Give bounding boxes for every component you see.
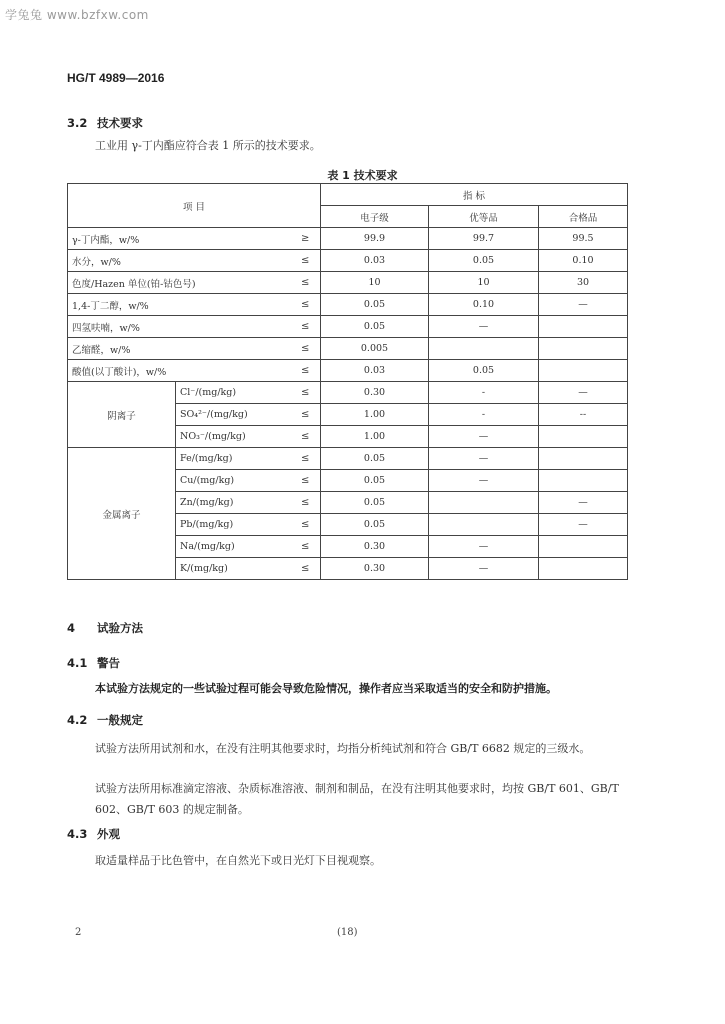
value-cell — [429, 492, 539, 514]
row-name: 水分，w/% — [68, 250, 291, 272]
value-cell: 0.05 — [321, 514, 429, 536]
value-cell: 0.05 — [321, 294, 429, 316]
anion-group-label: 阴离子 — [68, 382, 176, 448]
section-title: 试验方法 — [97, 621, 143, 635]
section-number: 4 — [67, 621, 76, 635]
value-cell — [539, 360, 628, 382]
row-comparator: ≤ — [291, 426, 321, 448]
value-cell: — — [429, 558, 539, 580]
section-3-2-text: 工业用 γ-丁内酯应符合表 1 所示的技术要求。 — [95, 139, 321, 152]
value-cell: 0.10 — [539, 250, 628, 272]
row-name: Zn/(mg/kg) — [176, 492, 291, 514]
section-4-3-heading — [67, 826, 120, 842]
row-comparator: ≤ — [291, 470, 321, 492]
row-name: 1,4-丁二醇，w/% — [68, 294, 291, 316]
value-cell — [539, 558, 628, 580]
table-row — [68, 228, 628, 250]
value-cell — [539, 316, 628, 338]
value-cell: 0.03 — [321, 360, 429, 382]
value-cell: 0.30 — [321, 536, 429, 558]
section-4-2-text-1: 试验方法所用试剂和水，在没有注明其他要求时，均指分析纯试剂和符合 GB/T 6682 规定的三级水。 — [95, 742, 591, 755]
row-name: NO₃⁻/(mg/kg) — [176, 426, 291, 448]
value-cell: 10 — [429, 272, 539, 294]
section-title: 外观 — [97, 827, 120, 841]
table-row — [68, 250, 628, 272]
table-row — [68, 316, 628, 338]
section-title: 一般规定 — [97, 713, 143, 727]
page-center-number: (18) — [337, 927, 358, 938]
section-4-heading — [67, 620, 143, 636]
value-cell: 1.00 — [321, 404, 429, 426]
row-comparator: ≤ — [291, 514, 321, 536]
grade-electronic: 电子级 — [321, 206, 429, 228]
value-cell: 0.05 — [429, 250, 539, 272]
section-4-1-text: 本试验方法规定的一些试验过程可能会导致危险情况，操作者应当采取适当的安全和防护措施。 — [95, 682, 557, 695]
row-comparator: ≤ — [291, 558, 321, 580]
value-cell: - — [429, 382, 539, 404]
metal-group-label: 金属离子 — [68, 448, 176, 580]
value-cell — [539, 536, 628, 558]
row-comparator: ≤ — [291, 360, 321, 382]
row-name: 乙缩醛，w/% — [68, 338, 291, 360]
section-4-3-text: 取适量样品于比色管中，在自然光下或日光灯下目视观察。 — [95, 854, 381, 867]
value-cell: 0.30 — [321, 382, 429, 404]
row-name: Fe/(mg/kg) — [176, 448, 291, 470]
section-number: 4.2 — [67, 713, 88, 727]
row-comparator: ≤ — [291, 338, 321, 360]
value-cell: 30 — [539, 272, 628, 294]
value-cell: — — [429, 536, 539, 558]
value-cell — [539, 426, 628, 448]
table-row — [68, 382, 628, 404]
row-comparator: ≤ — [291, 294, 321, 316]
value-cell: 99.9 — [321, 228, 429, 250]
value-cell: 0.05 — [321, 448, 429, 470]
value-cell: 0.03 — [321, 250, 429, 272]
value-cell: 0.10 — [429, 294, 539, 316]
value-cell: 99.7 — [429, 228, 539, 250]
value-cell: — — [539, 492, 628, 514]
section-4-1-heading — [67, 655, 120, 671]
row-comparator: ≤ — [291, 404, 321, 426]
value-cell — [539, 448, 628, 470]
value-cell: 10 — [321, 272, 429, 294]
value-cell: — — [429, 448, 539, 470]
value-cell — [429, 338, 539, 360]
value-cell: — — [539, 294, 628, 316]
value-cell: 0.05 — [429, 360, 539, 382]
table-row — [68, 294, 628, 316]
row-name: K/(mg/kg) — [176, 558, 291, 580]
header-item: 项 目 — [68, 184, 321, 228]
value-cell — [429, 514, 539, 536]
section-4-2-heading — [67, 712, 143, 728]
row-comparator: ≤ — [291, 448, 321, 470]
section-number: 3.2 — [67, 116, 88, 130]
spec-table — [67, 183, 628, 580]
value-cell — [539, 338, 628, 360]
value-cell: - — [429, 404, 539, 426]
table-header-row — [68, 184, 628, 206]
value-cell: — — [539, 514, 628, 536]
row-name: 酸值(以丁酸计)，w/% — [68, 360, 291, 382]
row-comparator: ≤ — [291, 382, 321, 404]
row-name: Cu/(mg/kg) — [176, 470, 291, 492]
section-number: 4.3 — [67, 827, 88, 841]
row-name: γ-丁内酯，w/% — [68, 228, 291, 250]
value-cell: 0.05 — [321, 316, 429, 338]
row-comparator: ≤ — [291, 316, 321, 338]
row-comparator: ≤ — [291, 272, 321, 294]
row-comparator: ≥ — [291, 228, 321, 250]
table-row — [68, 360, 628, 382]
table-row — [68, 272, 628, 294]
section-number: 4.1 — [67, 656, 88, 670]
row-name: 四氢呋喃，w/% — [68, 316, 291, 338]
grade-qualified: 合格品 — [539, 206, 628, 228]
row-name: Cl⁻/(mg/kg) — [176, 382, 291, 404]
value-cell: 99.5 — [539, 228, 628, 250]
value-cell: 0.005 — [321, 338, 429, 360]
table-row — [68, 448, 628, 470]
row-comparator: ≤ — [291, 250, 321, 272]
value-cell: — — [539, 382, 628, 404]
table-caption: 表 1 技术要求 — [327, 169, 398, 182]
value-cell: 0.05 — [321, 470, 429, 492]
value-cell: — — [429, 316, 539, 338]
row-name: Pb/(mg/kg) — [176, 514, 291, 536]
value-cell: -- — [539, 404, 628, 426]
section-title: 技术要求 — [97, 116, 143, 130]
watermark: 学兔兔 www.bzfxw.com — [5, 8, 149, 22]
row-name: 色度/Hazen 单位(铂-钴色号) — [68, 272, 291, 294]
value-cell: — — [429, 426, 539, 448]
row-comparator: ≤ — [291, 536, 321, 558]
section-4-2-text-2: 试验方法所用标准滴定溶液、杂质标准溶液、制剂和制品，在没有注明其他要求时，均按 GB/T 601、GB/T 602、GB/T 603 的规定制备。 — [95, 782, 619, 816]
value-cell: 0.30 — [321, 558, 429, 580]
standard-code: HG/T 4989—2016 — [67, 71, 165, 85]
row-comparator: ≤ — [291, 492, 321, 514]
value-cell: — — [429, 470, 539, 492]
grade-superior: 优等品 — [429, 206, 539, 228]
row-name: Na/(mg/kg) — [176, 536, 291, 558]
header-index: 指 标 — [321, 184, 628, 206]
value-cell — [539, 470, 628, 492]
section-3-2-heading — [67, 115, 143, 131]
row-name: SO₄²⁻/(mg/kg) — [176, 404, 291, 426]
value-cell: 1.00 — [321, 426, 429, 448]
section-title: 警告 — [97, 656, 120, 670]
page-number: 2 — [75, 927, 82, 938]
table-row — [68, 338, 628, 360]
value-cell: 0.05 — [321, 492, 429, 514]
